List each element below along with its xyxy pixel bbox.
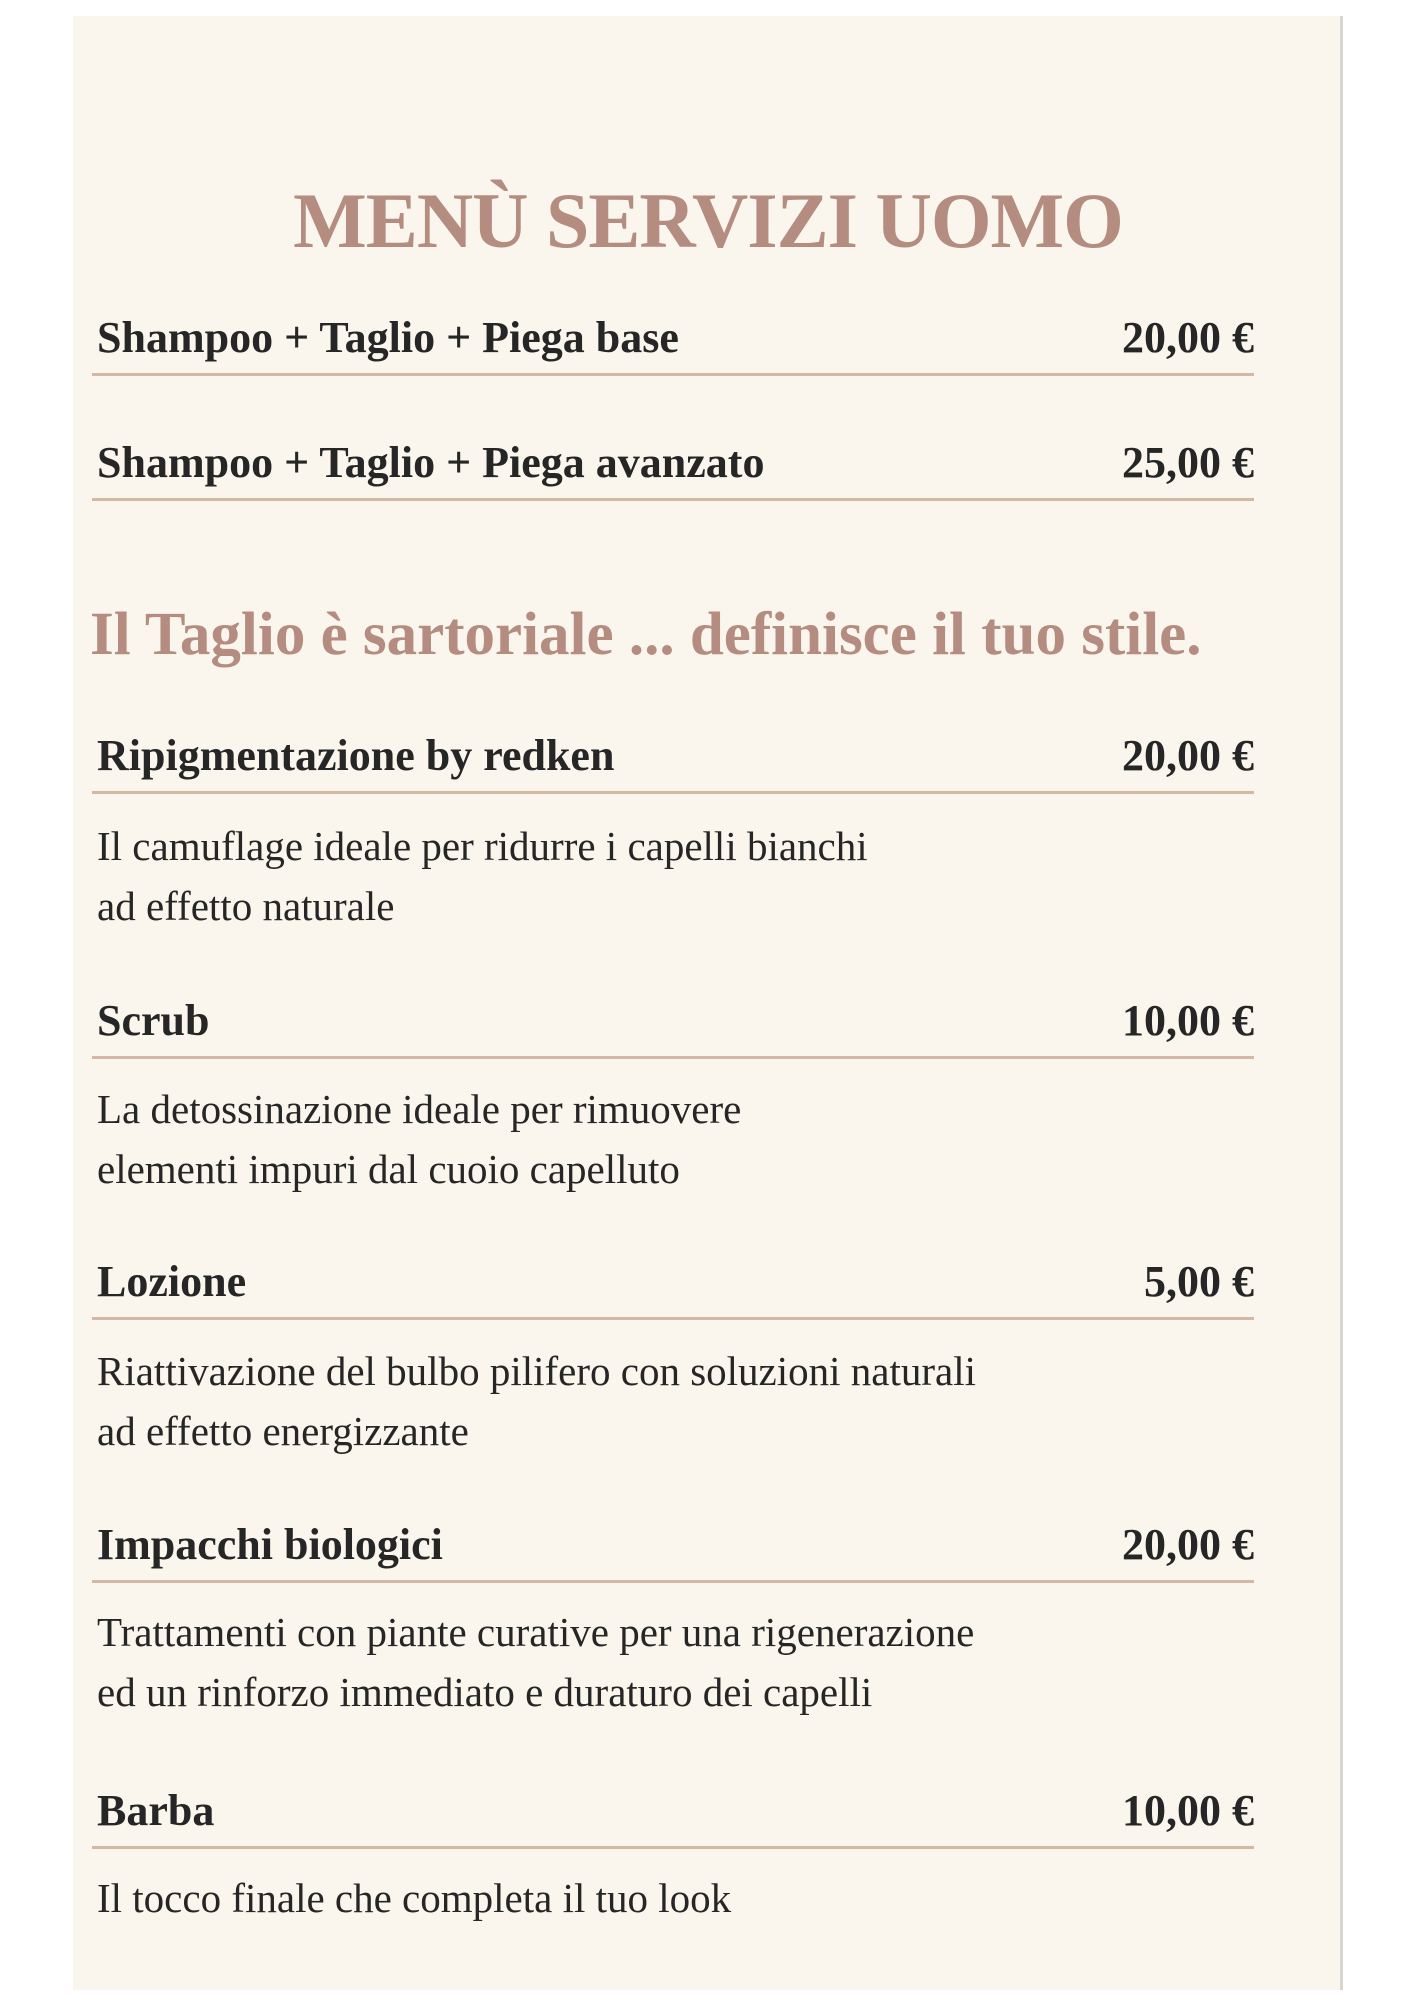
- description-line: Riattivazione del bulbo pilifero con soluzioni naturali: [97, 1348, 976, 1394]
- treatment-row-barba: [92, 1786, 1254, 1849]
- treatment-price: 20,00 €: [1122, 1520, 1254, 1569]
- treatment-row-lozione: [92, 1257, 1254, 1320]
- treatment-description-impacchi-biologici: [97, 1602, 1247, 1722]
- treatment-name: Lozione: [97, 1257, 247, 1306]
- service-name: Shampoo + Taglio + Piega base: [97, 313, 679, 362]
- treatment-name: Impacchi biologici: [97, 1520, 443, 1569]
- menu-page: [73, 16, 1343, 1990]
- description-line: ad effetto energizzante: [97, 1408, 469, 1454]
- description-line: Il camuflage ideale per ridurre i capelli bianchi: [97, 823, 868, 869]
- service-name: Shampoo + Taglio + Piega avanzato: [97, 438, 765, 487]
- treatment-price: 5,00 €: [1144, 1257, 1254, 1306]
- description-line: elementi impuri dal cuoio capelluto: [97, 1146, 680, 1192]
- treatment-price: 10,00 €: [1122, 996, 1254, 1045]
- treatment-price: 20,00 €: [1122, 731, 1254, 780]
- description-line: Trattamenti con piante curative per una rigenerazione: [97, 1609, 975, 1655]
- treatment-price: 10,00 €: [1122, 1786, 1254, 1835]
- treatment-row-scrub: [92, 996, 1254, 1059]
- treatment-description-barba: [97, 1868, 1247, 1928]
- description-line: ad effetto naturale: [97, 883, 395, 929]
- treatment-description-lozione: [97, 1341, 1247, 1461]
- service-row-shampoo-taglio-piega-base: [92, 313, 1254, 376]
- treatment-name: Barba: [97, 1786, 215, 1835]
- treatment-row-impacchi-biologici: [92, 1520, 1254, 1583]
- service-row-shampoo-taglio-piega-avanzato: [92, 438, 1254, 501]
- treatment-name: Scrub: [97, 996, 210, 1045]
- treatment-description-ripigmentazione: [97, 816, 1247, 936]
- treatment-name: Ripigmentazione by redken: [97, 731, 615, 780]
- description-line: ed un rinforzo immediato e duraturo dei capelli: [97, 1669, 873, 1715]
- menu-title: MENÙ SERVIZI UOMO: [293, 177, 1123, 264]
- treatment-row-ripigmentazione: [92, 731, 1254, 794]
- menu-tagline: Il Taglio è sartoriale ... definisce il tuo stile.: [90, 601, 1202, 668]
- service-price: 25,00 €: [1122, 438, 1254, 487]
- description-line: La detossinazione ideale per rimuovere: [97, 1086, 742, 1132]
- description-line: Il tocco finale che completa il tuo look: [97, 1875, 732, 1921]
- service-price: 20,00 €: [1122, 313, 1254, 362]
- treatment-description-scrub: [97, 1079, 1247, 1199]
